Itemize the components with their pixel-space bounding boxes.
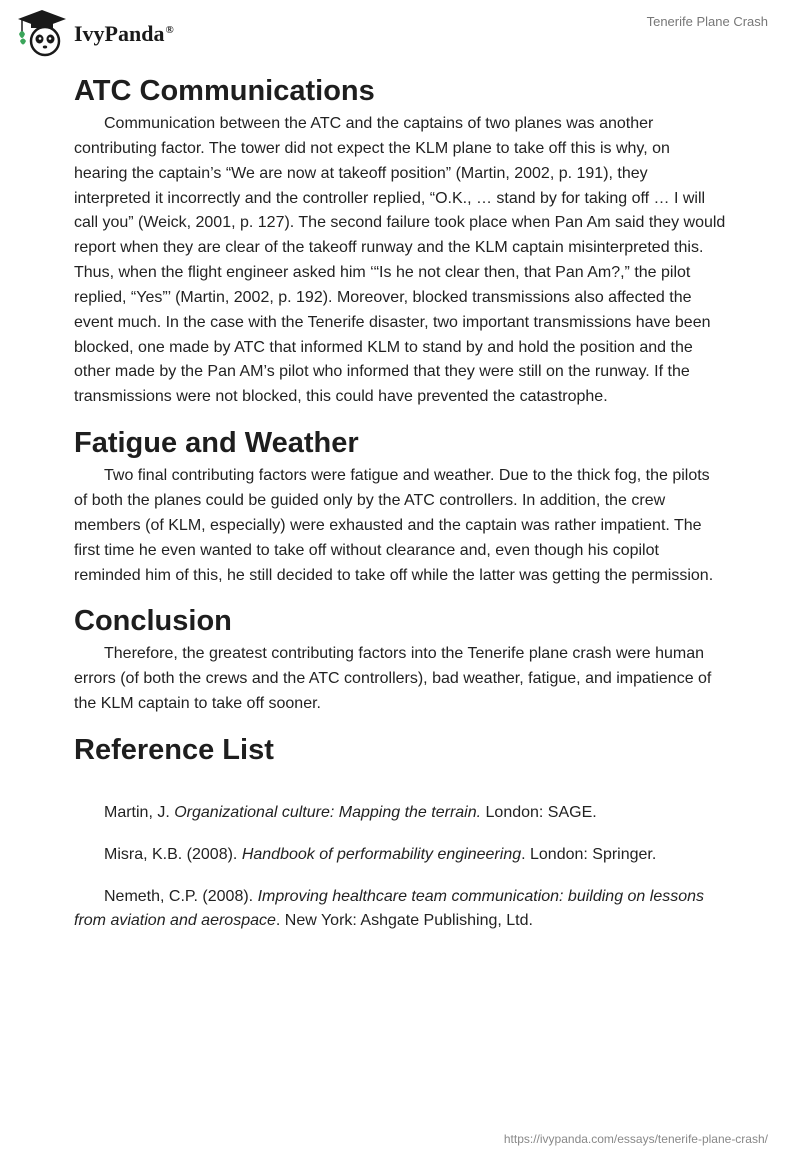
heading-reference-list: Reference List	[74, 733, 274, 766]
paragraph-atc-communications: Communication between the ATC and the captains of two planes was another contributing factor. The tower did not expect the KLM plane to take off this is why, on hearing the captain’s “We are now at takeoff position” (Martin, 2002, p. 191), they interpreted it incorrectly and the controller replied, “O.K., … stand by for taking off … I will call you” (Weick, 2001, p. 127). The second failure took place when Pan Am said they would report when they are clear of the takeoff runway and the KLM captain misinterpreted this. Thus, when the flight engineer asked him ‘“Is he not clear then, that Pan Am?,” the pilot replied, “Yes”’ (Martin, 2002, p. 192). Moreover, blocked transmissions also affected the event much. In the case with the Tenerife disaster, two important transmissions have been blocked, one made by ATC that informed KLM to stand by and hold the position and the other made by the Pan AM’s pilot who informed that they were still on the runway. If the transmissions were not blocked, this could have prevented the catastrophe.	[74, 115, 726, 406]
source-url-link[interactable]: https://ivypanda.com/essays/tenerife-plane-crash/	[503, 1132, 768, 1146]
reference-item: Misra, K.B. (2008). Handbook of performability engineering. London: Springer.	[104, 845, 657, 863]
logo-wordmark: IvyPanda®	[74, 21, 174, 46]
paragraph-fatigue-and-weather: Two final contributing factors were fatigue and weather. Due to the thick fog, the pilots of both the planes could be guided only by the ATC controllers. In addition, the crew members (of KLM, especially) were exhausted and the captain was rather impatient. The first time he even wanted to take off without clearance and, even though his copilot reminded him of this, he still decided to take off while the latter was getting the permission.	[74, 467, 714, 584]
heading-conclusion: Conclusion	[74, 605, 232, 638]
heading-atc-communications: ATC Communications	[74, 75, 375, 107]
page-header	[0, 0, 800, 66]
document-title: Tenerife Plane Crash	[646, 14, 768, 29]
panda-graduate-icon	[14, 8, 70, 58]
paragraph-conclusion: Therefore, the greatest contributing factors into the Tenerife plane crash were human errors (of both the crews and the ATC controllers), bad weather, fatigue, and impatience of the KLM captain to take off sooner.	[74, 645, 712, 713]
essay-content	[74, 68, 726, 934]
reference-item: Martin, J. Organizational culture: Mapping the terrain. London: SAGE.	[104, 803, 597, 821]
reference-item: Nemeth, C.P. (2008). Improving healthcare team communication: building on lessons from aviation and aerospace. New York: Ashgate Publishing, Ltd.	[74, 887, 705, 930]
registered-mark: ®	[165, 23, 174, 36]
ivypanda-logo[interactable]	[14, 8, 174, 58]
heading-fatigue-and-weather: Fatigue and Weather	[74, 427, 359, 460]
